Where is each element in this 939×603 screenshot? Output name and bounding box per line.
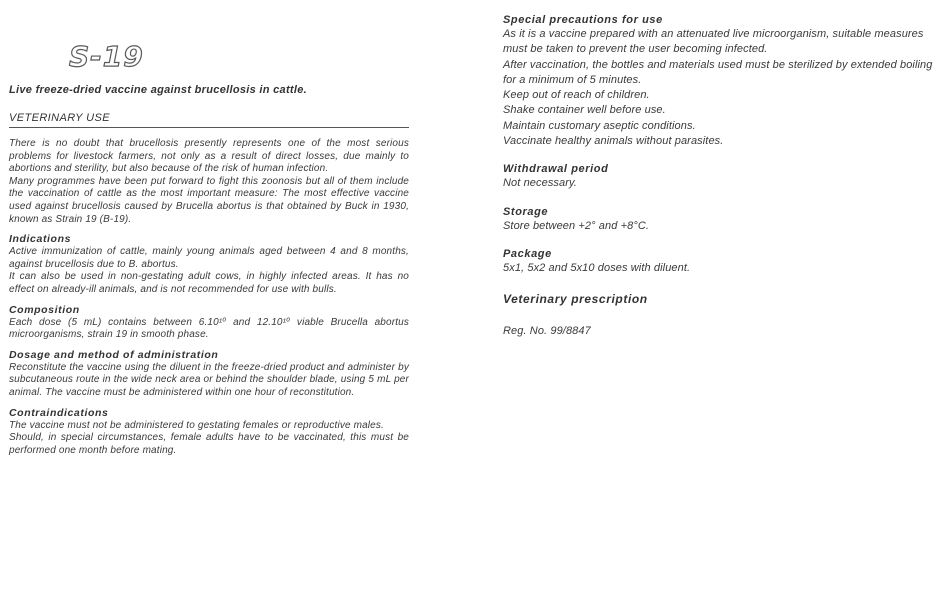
package-heading: Package: [503, 247, 552, 260]
intro-paragraph-2: Many programmes have been put forward to fight this zoonosis but all of them include the vaccination of cattle as the most important measure: The most effective vaccine used against brucellosis caused by Brucella abortus is that obtained by Buck in 1930, known as Strain 19 (B-19).: [9, 175, 409, 225]
withdrawal-text: Not necessary.: [503, 177, 577, 190]
composition-heading: Composition: [9, 303, 80, 316]
precautions-line-6: Vaccinate healthy animals without parasites.: [503, 135, 724, 148]
contraindications-line-2: Should, in special circumstances, female adults have to be vaccinated, this must be performed one month before mating.: [9, 432, 409, 456]
precautions-line-1: As it is a vaccine prepared with an attenuated live microorganism, suitable measures must be taken to prevent the user becoming infected.: [503, 28, 924, 56]
package-section: [503, 248, 933, 276]
storage-text: Store between +2° and +8°C.: [503, 219, 650, 232]
contraindications-line-1: The vaccine must not be administered to gestating females or reproductive males.: [9, 419, 384, 431]
storage-section: [503, 206, 933, 234]
package-text: 5x1, 5x2 and 5x10 doses with diluent.: [503, 261, 691, 274]
contraindications-heading: Contraindications: [9, 406, 109, 419]
dosage-line-1: Reconstitute the vaccine using the diluent in the freeze-dried product and administer by subcutaneous route in the wide neck area or behind the shoulder blade, using 5 mL per animal. The vaccine must be administered within one hour of reconstitution.: [9, 361, 409, 398]
withdrawal-section: [503, 163, 933, 191]
product-subtitle: Live freeze-dried vaccine against brucellosis in cattle.: [9, 84, 308, 96]
precautions-section: [503, 14, 933, 149]
product-code-title: S-19: [69, 40, 144, 73]
dosage-heading: Dosage and method of administration: [9, 348, 219, 361]
registration-number: Reg. No. 99/8847: [503, 325, 591, 338]
indications-line-2: It can also be used in non-gestating adult cows, in highly infected areas. It has no effect on already-ill animals, and is not recommended for use with bulls.: [9, 271, 409, 295]
indications-line-1: Active immunization of cattle, mainly young animals aged between 4 and 8 months, against brucellosis due to B. abortus.: [9, 246, 409, 270]
storage-heading: Storage: [503, 205, 549, 218]
left-column: [9, 40, 409, 457]
indications-heading: Indications: [9, 233, 72, 246]
contraindications-section: [9, 407, 409, 458]
precautions-heading: Special precautions for use: [503, 14, 663, 26]
composition-line-1: Each dose (5 mL) contains between 6.10¹⁰ and 12.10¹⁰ viable Brucella abortus microorganisms, strain 19 in smooth phase.: [9, 316, 409, 341]
right-column: [503, 14, 933, 340]
precautions-line-3: Keep out of reach of children.: [503, 89, 650, 102]
dosage-section: [9, 349, 409, 400]
precautions-line-4: Shake container well before use.: [503, 104, 666, 117]
indications-section: [9, 233, 409, 296]
withdrawal-heading: Withdrawal period: [503, 163, 609, 176]
precautions-line-2: After vaccination, the bottles and materials used must be sterilized by extended boiling for a minimum of 5 minutes.: [503, 58, 933, 86]
intro-paragraph-1: There is no doubt that brucellosis presently represents one of the most serious problems for livestock farmers, not only as a result of direct losses, due mainly to abortions and sterility, but also because of the risk of human infection.: [9, 138, 409, 175]
precautions-line-5: Maintain customary aseptic conditions.: [503, 119, 696, 132]
intro-section: [9, 138, 409, 226]
veterinary-use-heading: VETERINARY USE: [9, 112, 409, 128]
composition-section: [9, 304, 409, 342]
prescription-heading: Veterinary prescription: [503, 292, 648, 307]
